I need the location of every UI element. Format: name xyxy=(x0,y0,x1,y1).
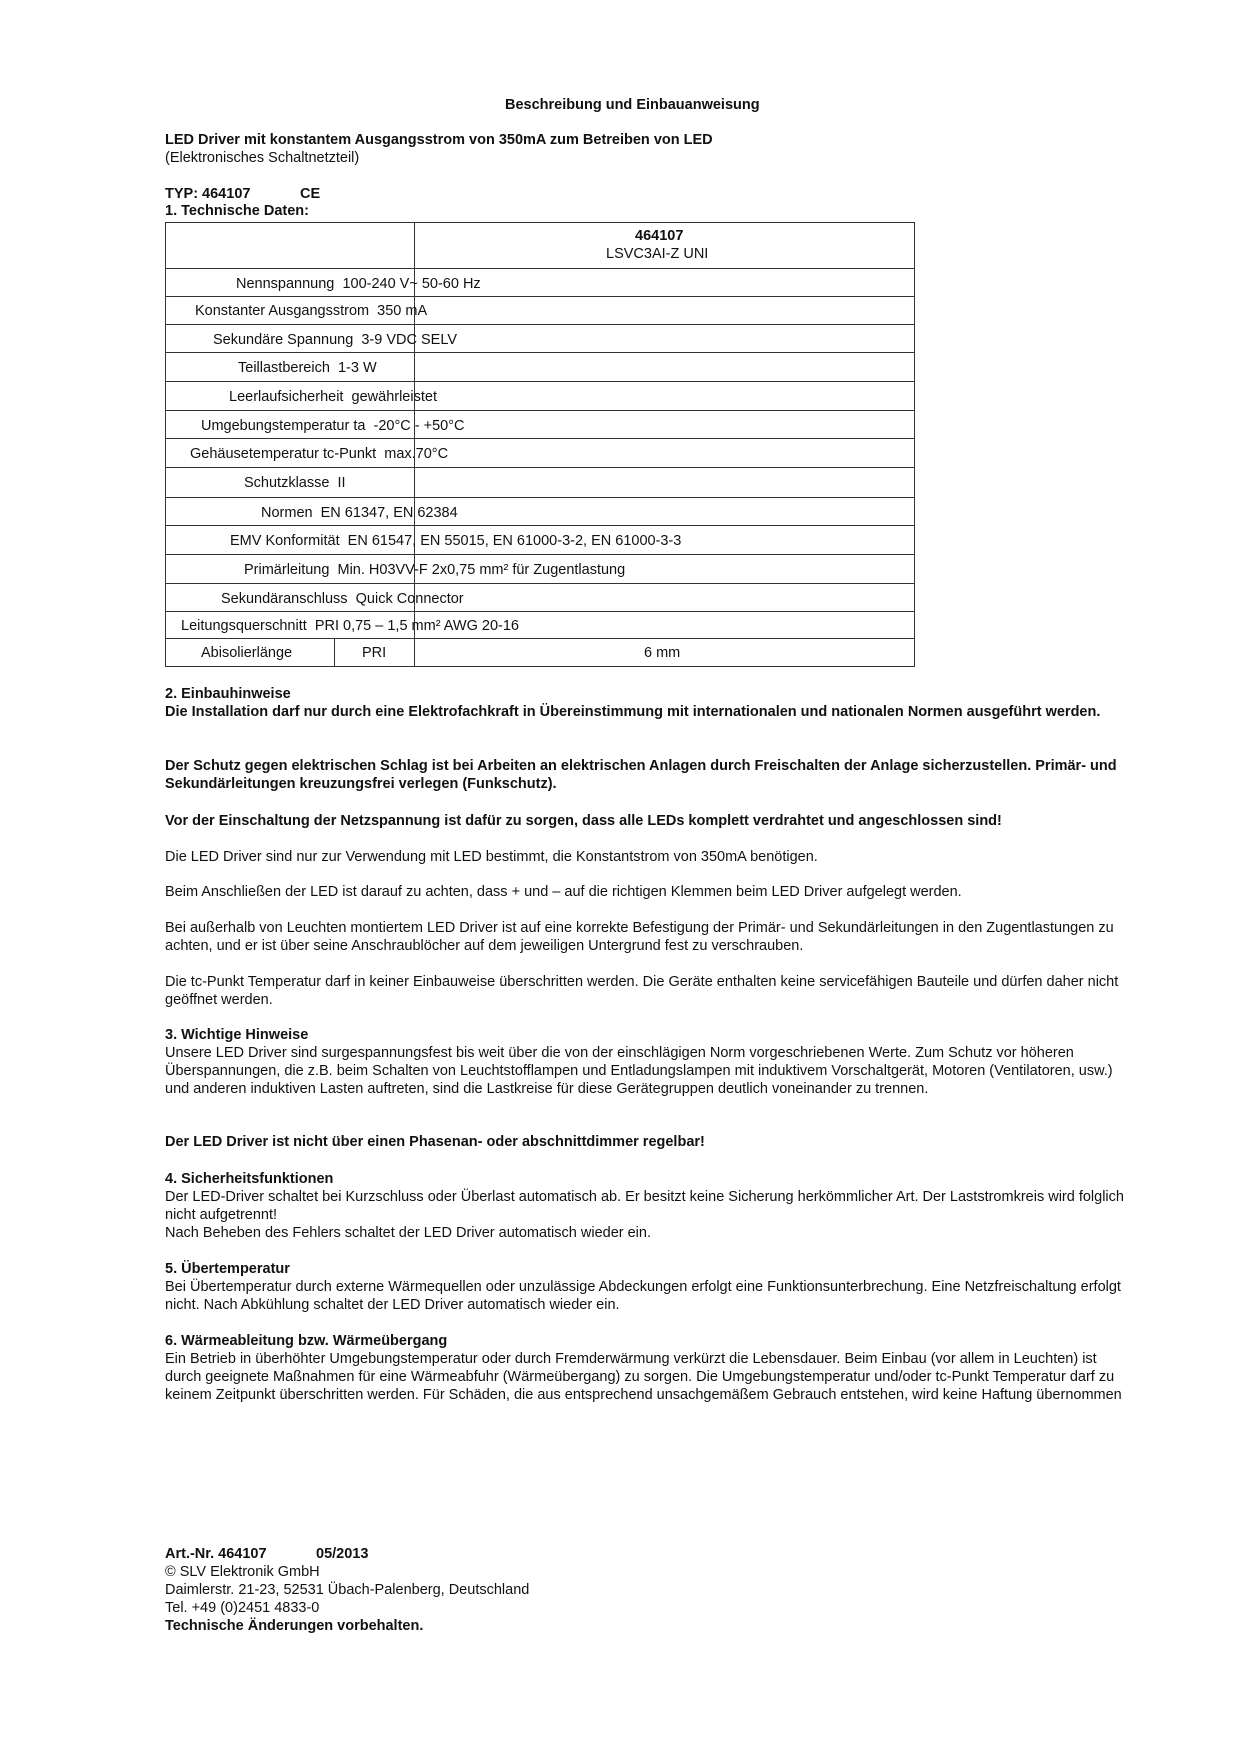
table-last-row-label: Abisolierlänge xyxy=(201,645,293,661)
section-2-paragraph-2: Beim Anschließen der LED ist darauf zu achten, dass + und – auf die richtigen Klemmen beim LED Driver aufgelegt werden. xyxy=(165,884,962,900)
document-subtitle-note: (Elektronisches Schaltnetzteil) xyxy=(165,150,360,166)
table-row: Schutzklasse II xyxy=(244,475,346,491)
section-2-bold-1: Die Installation darf nur durch eine Elektrofachkraft in Übereinstimmung mit internationalen und nationalen Normen ausgeführt werden. xyxy=(165,704,1101,720)
section-4-paragraph-1: Der LED-Driver schaltet bei Kurzschluss oder Überlast automatisch ab. Er besitzt keine Sicherung herkömmlicher Art. Der Laststromkreis wird folglich nicht aufgetrennt! xyxy=(165,1189,1124,1223)
table-row: Nennspannung 100-240 V~ 50-60 Hz xyxy=(236,276,481,292)
typ-label: TYP: 464107 xyxy=(165,186,251,202)
ce-mark: CE xyxy=(300,186,321,202)
table-row: Gehäusetemperatur tc-Punkt max.70°C xyxy=(190,446,449,462)
section-4-paragraph-2: Nach Beheben des Fehlers schaltet der LED Driver automatisch wieder ein. xyxy=(165,1225,651,1241)
table-header-model: 464107 xyxy=(635,228,684,244)
section-3-title: 3. Wichtige Hinweise xyxy=(165,1027,309,1043)
table-last-row-sub: PRI xyxy=(362,645,387,661)
table-row: Primärleitung Min. H03VV-F 2x0,75 mm² für Zugentlastung xyxy=(244,562,626,578)
table-row: Leitungsquerschnitt PRI 0,75 – 1,5 mm² AWG 20-16 xyxy=(181,618,519,634)
table-row: EMV Konformität EN 61547, EN 55015, EN 61000-3-2, EN 61000-3-3 xyxy=(230,533,682,549)
table-row: Sekundäre Spannung 3-9 VDC SELV xyxy=(213,332,457,348)
footer-date: 05/2013 xyxy=(316,1546,369,1562)
footer-company: © SLV Elektronik GmbH xyxy=(165,1564,320,1580)
section-6-paragraph-1: Ein Betrieb in überhöhter Umgebungstemperatur oder durch Fremderwärmung verkürzt die Lebensdauer. Beim Einbau (vor allem in Leuchten) ist durch geeignete Maßnahmen für eine Wärmeabfuhr (Wärmeübergang) zu sorgen. Die Umgebungstemperatur und/oder tc-Punkt Temperatur darf zu keinem Zeitpunkt überschritten werden. Für Schäden, die aus entsprechend unsachgemäßem Gebrauch entstehen, wird keine Haftung übernommen xyxy=(165,1351,1122,1403)
footer-notice: Technische Änderungen vorbehalten. xyxy=(165,1618,424,1634)
technical-data-table xyxy=(165,222,915,666)
table-row: Konstanter Ausgangsstrom 350 mA xyxy=(195,303,428,319)
section-2-paragraph-4: Die tc-Punkt Temperatur darf in keiner Einbauweise überschritten werden. Die Geräte enthalten keine servicefähigen Bauteile und dürfen daher nicht geöffnet werden. xyxy=(165,974,1119,1008)
section-3-bold-1: Der LED Driver ist nicht über einen Phasenan- oder abschnittdimmer regelbar! xyxy=(165,1134,705,1150)
section-3-paragraph-1: Unsere LED Driver sind surgespannungsfest bis weit über die von der einschlägigen Norm vorgeschriebenen Werte. Zum Schutz vor höheren Überspannungen, die z.B. beim Schalten von Leuchtstofflampen und Entladungslampen mit induktivem Vorschaltgerät, Motoren (Ventilatoren, usw.) und anderen induktiven Lasten auftreten, sind die Lastkreise für diese Gerätegruppen deutlich voneinander zu trennen. xyxy=(165,1045,1113,1097)
section-2-bold-2: Der Schutz gegen elektrischen Schlag ist bei Arbeiten an elektrischen Anlagen durch Freischalten der Anlage sicherzustellen. Primär- und Sekundärleitungen kreuzungsfrei verlegen (Funkschutz). xyxy=(165,758,1117,792)
footer-address: Daimlerstr. 21-23, 52531 Übach-Palenberg, Deutschland xyxy=(165,1582,530,1598)
section-4-title: 4. Sicherheitsfunktionen xyxy=(165,1171,334,1187)
section-2-bold-3: Vor der Einschaltung der Netzspannung ist dafür zu sorgen, dass alle LEDs komplett verdrahtet und angeschlossen sind! xyxy=(165,813,1002,829)
table-last-row-value: 6 mm xyxy=(644,645,681,661)
section-2-paragraph-1: Die LED Driver sind nur zur Verwendung mit LED bestimmt, die Konstantstrom von 350mA benötigen. xyxy=(165,849,818,865)
footer-phone: Tel. +49 (0)2451 4833-0 xyxy=(165,1600,320,1616)
section-6-title: 6. Wärmeableitung bzw. Wärmeübergang xyxy=(165,1333,448,1349)
table-row: Teillastbereich 1-3 W xyxy=(238,360,377,376)
section-2-title: 2. Einbauhinweise xyxy=(165,686,291,702)
section-5-title: 5. Übertemperatur xyxy=(165,1261,290,1277)
table-header-name: LSVC3AI-Z UNI xyxy=(606,246,709,262)
document-title: Beschreibung und Einbauanweisung xyxy=(505,97,760,113)
table-row: Umgebungstemperatur ta -20°C - +50°C xyxy=(201,418,465,434)
document-subtitle: LED Driver mit konstantem Ausgangsstrom von 350mA zum Betreiben von LED xyxy=(165,132,713,148)
section-1-title: 1. Technische Daten: xyxy=(165,203,309,219)
table-row: Sekundäranschluss Quick Connector xyxy=(221,591,464,607)
table-row: Leerlaufsicherheit gewährleistet xyxy=(229,389,437,405)
footer-article-number: Art.-Nr. 464107 xyxy=(165,1546,267,1562)
section-5-paragraph-1: Bei Übertemperatur durch externe Wärmequellen oder unzulässige Abdeckungen erfolgt eine Funktionsunterbrechung. Eine Netzfreischaltung erfolgt nicht. Nach Abkühlung schaltet der LED Driver automatisch wieder ein. xyxy=(165,1279,1121,1313)
section-2-paragraph-3: Bei außerhalb von Leuchten montiertem LED Driver ist auf eine korrekte Befestigung der Primär- und Sekundärleitungen in den Zugentlastungen zu achten, und er ist über seine Anschraublöcher auf dem jeweiligen Untergrund fest zu verschrauben. xyxy=(165,920,1114,954)
table-row: Normen EN 61347, EN 62384 xyxy=(261,505,458,521)
